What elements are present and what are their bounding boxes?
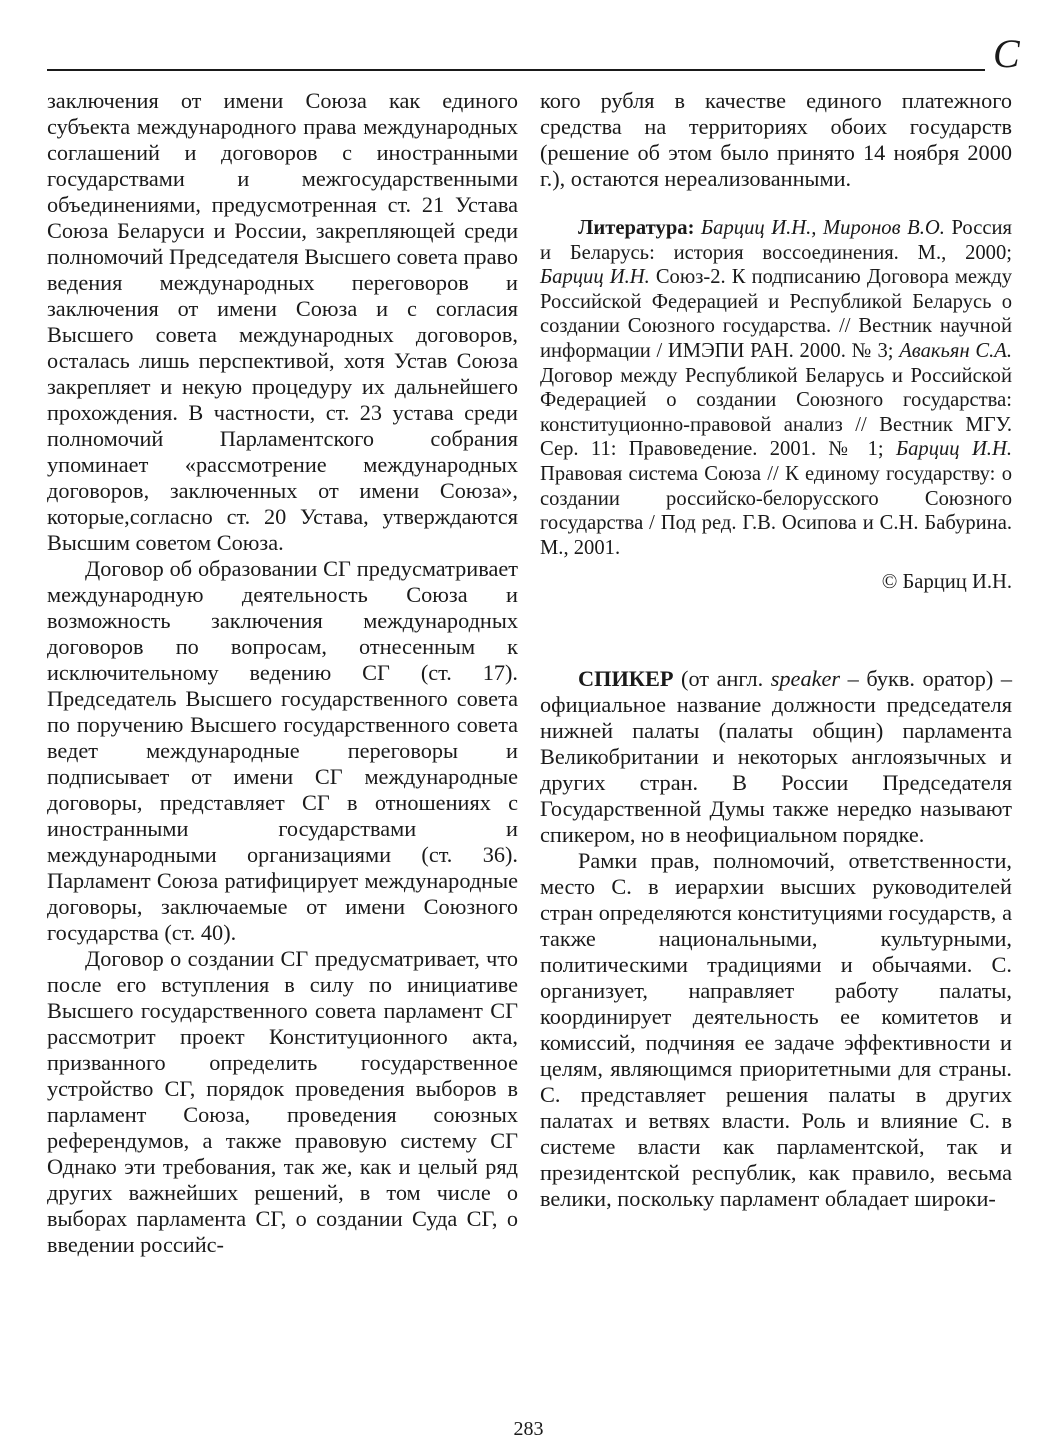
page-number: 283	[513, 1418, 544, 1440]
dictionary-entry	[540, 666, 1012, 848]
paragraph: Рамки прав, полномочий, ответственности, место С. в иерархии высших руководителей стран определяются конституциями государств, а также национальными, культурными, политическими традициями и обычаями. С. организует, направляет работу палаты, координирует деятельность ее комитетов и комиссий, подчиняя ее задаче эффективности и целям, являющимся приоритетными для страны. С. представляет решения палаты в других палатах и ветвях власти. Роль и влияние С. в системе власти как парламентской, так и президентской республик, как правило, весьма велики, поскольку парламент обладает широки-	[540, 847, 1012, 1211]
paragraph: Договор о создании СГ предусматривает, что после его вступления в силу по инициативе Высшего государственного совета парламент СГ рассмотрит проект Конституционного акта, призванного определить государственное устройство СГ, порядок проведения выборов в парламент Союза, проведения союзных референдумов, а также правовую систему СГ Однако эти требования, так же, как и целый ряд других важнейших решений, в том числе о выборах парламента СГ, о создании Суда СГ, о введении российс-	[47, 946, 518, 1257]
left-column	[47, 88, 518, 1258]
author: Авакьян С.А.	[899, 339, 1012, 362]
citation-text: Россия и Беларусь: история воссоединения. М., 2000;	[540, 217, 1012, 264]
entry-text: (от англ.	[673, 665, 771, 691]
entry-foreign-word: speaker	[770, 665, 841, 691]
citation-text: Договор между Республикой Беларусь и Российской Федерацией о создании Союзного государства: конституционно-правовой анализ // Вестник МГУ. Сер. 11: Правоведение. 2001. № 1;	[540, 364, 1012, 461]
literature-label: Литература:	[578, 217, 695, 239]
header-rule	[47, 69, 985, 71]
literature-block	[540, 216, 1012, 560]
entry-text: – букв. оратор) – официальное название должности председателя нижней палаты (палаты общин) парламента Великобритании и некоторых англоязычных и других стран. В России Председателя Государственной Думы также нередко называют спикером, но в неофициальном порядке.	[540, 665, 1012, 847]
section-letter: С	[993, 31, 1020, 76]
entry-term: СПИКЕР	[578, 665, 674, 691]
author: Барциц И.Н., Миронов В.О.	[701, 217, 945, 239]
citation-text: Правовая система Союза // К единому государству: о создании российско-белорусского Союзного государства / Под ред. Г.В. Осипова и С.Н. Бабурина. М., 2001.	[540, 462, 1012, 559]
author: Барциц И.Н.	[540, 266, 650, 289]
paragraph: заключения от имени Союза как единого субъекта международного права международных соглашений и договоров с иностранными государствами и межгосударственными объединениями, предусмотренная ст. 21 Устава Союза Беларуси и России, закрепляющей среди полномочий Председателя Высшего совета право ведения международных переговоров и заключения от имени Союза и с согласия Высшего совета международных договоров, осталась лишь перспективой, хотя Устав Союза закрепляет и некую процедуру их дальнейшего прохождения. В частности, ст. 23 устава среди полномочий Парламентского собрания упоминает «рассмотрение международных договоров, заключенных от имени Союза», которые,согласно ст. 20 Устава, утверждаются Высшим советом Союза.	[47, 88, 518, 555]
citation-text: Союз-2. К подписанию Договора между Российской Федерацией и Республикой Беларусь о создании Союзного государства. // Вестник научной информации / ИМЭПИ РАН. 2000. № 3;	[540, 266, 1012, 362]
author: Барциц И.Н.	[895, 438, 1012, 461]
paragraph: кого рубля в качестве единого платежного средства на территориях обоих государств (решение об этом было принято 14 ноября 2000 г.), остаются нереализованными.	[540, 88, 1012, 191]
right-column	[540, 88, 1012, 1212]
copyright-line: © Барциц И.Н.	[881, 571, 1012, 594]
paragraph: Договор об образовании СГ предусматривает международную деятельность Союза и возможность заключения международных договоров по вопросам, отнесенным к исключительному ведению СГ (ст. 17). Председатель Высшего государственного совета по поручению Высшего государственного совета ведет международные переговоры и подписывает от имени СГ международные договоры, представляет СГ в отношениях с иностранными государствами и международными организациями (ст. 36). Парламент Союза ратифицирует международные договоры, заключаемые от имени Союзного государства (ст. 40).	[47, 556, 518, 945]
